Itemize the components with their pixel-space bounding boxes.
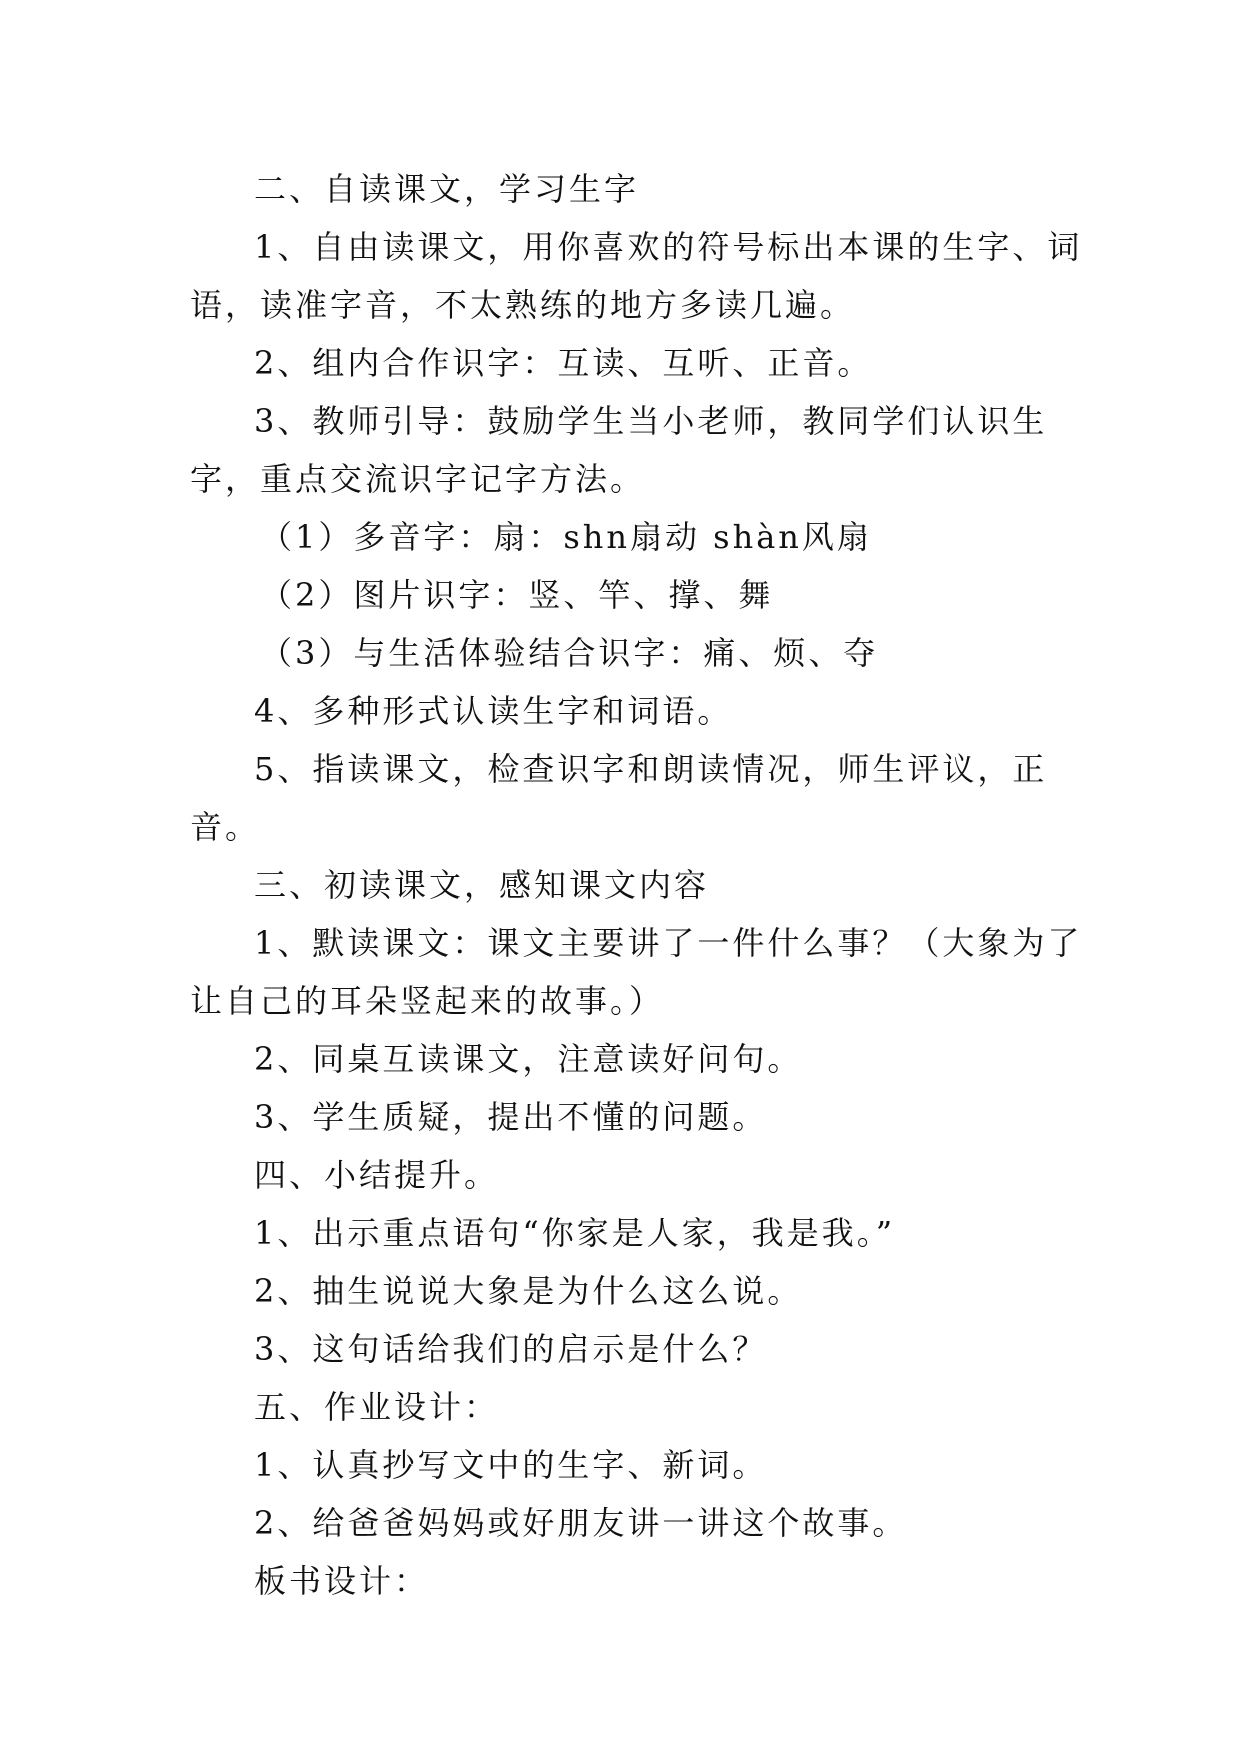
document-page xyxy=(190,160,1090,1610)
paragraph: 3、教师引导：鼓励学生当小老师，教同学们认识生字，重点交流识字记字方法。 xyxy=(190,402,1048,498)
paragraph: 2、给爸爸妈妈或好朋友讲一讲这个故事。 xyxy=(254,1504,908,1542)
paragraph: 1、默读课文：课文主要讲了一件什么事？（大象为了让自己的耳朵竖起来的故事。） xyxy=(190,924,1083,1020)
paragraph: 1、认真抄写文中的生字、新词。 xyxy=(254,1446,768,1484)
sub-item: （1）多音字：扇：shn扇动 shàn风扇 xyxy=(260,518,872,556)
paragraph: 1、自由读课文，用你喜欢的符号标出本课的生字、词语，读准字音，不太熟练的地方多读几遍。 xyxy=(190,228,1083,324)
section-heading-2: 二、自读课文，学习生字 xyxy=(254,170,640,208)
section-heading-3: 三、初读课文，感知课文内容 xyxy=(254,866,710,904)
paragraph: 2、抽生说说大象是为什么这么说。 xyxy=(254,1272,803,1310)
sub-item: （3）与生活体验结合识字：痛、烦、夺 xyxy=(260,634,879,672)
paragraph: 3、这句话给我们的启示是什么？ xyxy=(254,1330,768,1368)
section-heading-5: 五、作业设计： xyxy=(254,1388,500,1426)
paragraph: 3、学生质疑，提出不懂的问题。 xyxy=(254,1098,768,1136)
paragraph: 4、多种形式认读生字和词语。 xyxy=(254,692,733,730)
paragraph: 5、指读课文，检查识字和朗读情况，师生评议，正音。 xyxy=(190,750,1048,846)
sub-item: （2）图片识字：竖、竿、撑、舞 xyxy=(260,576,774,614)
section-heading-4: 四、小结提升。 xyxy=(254,1156,500,1194)
paragraph: 2、同桌互读课文，注意读好问句。 xyxy=(254,1040,803,1078)
paragraph: 1、出示重点语句“你家是人家，我是我。” xyxy=(254,1214,896,1252)
board-design-heading: 板书设计： xyxy=(254,1562,430,1600)
paragraph: 2、组内合作识字：互读、互听、正音。 xyxy=(254,344,873,382)
